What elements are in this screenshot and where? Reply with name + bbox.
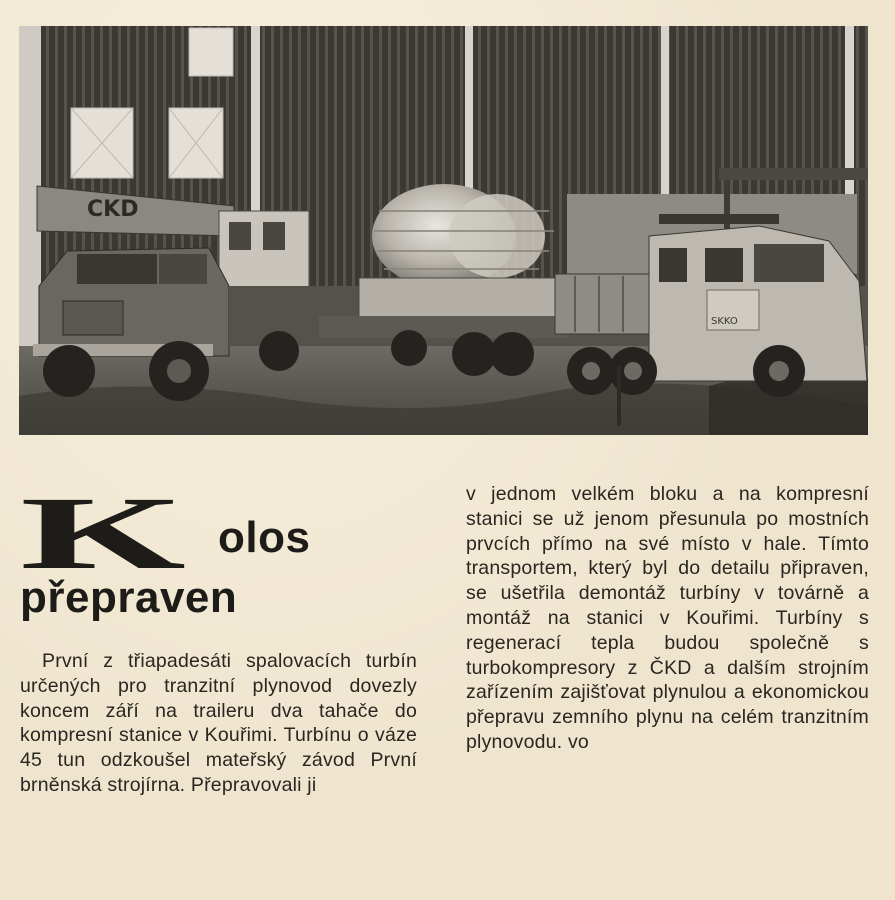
headline-drop-cap <box>20 476 216 591</box>
headline-line1-rest: olos <box>218 513 311 562</box>
photo-illustration <box>19 26 868 435</box>
article-photo <box>19 26 868 435</box>
crane-sign-text: CKD <box>87 197 139 222</box>
truck-door-text: SKKO <box>711 316 738 327</box>
drop-cap-letter: K <box>20 476 186 591</box>
article-column-right <box>466 482 869 755</box>
article-column-left <box>20 649 417 798</box>
article-paragraph-left: První z třiapadesáti spalovacích turbín určených pro tranzitní plynovod dovezly koncem září na traileru dva tahače do kompresní stanice v Kouřimi. Turbínu o váze 45 tun odzkoušel mateřský závod První brněnská strojírna. Přepravovali ji <box>20 650 417 796</box>
headline-line2: přepraven <box>20 573 238 622</box>
article-paragraph-right: v jednom velkém bloku a na kompresní stanici se už jenom přesunula po mostních prvcích přímo na své místo v hale. Tímto transportem, který byl do detailu připraven, se ušetřila demontáž turbíny v továrně a montáž na stanici v Kouřimi. Turbíny s regenerací tepla budou společně s turbokompresory z ČKD a dalším strojním zařízením zajišťovat plynulou a ekonomickou přepravu zemního plynu na celém tranzitním plynovodu. vo <box>466 483 869 753</box>
article-headline <box>20 476 420 622</box>
